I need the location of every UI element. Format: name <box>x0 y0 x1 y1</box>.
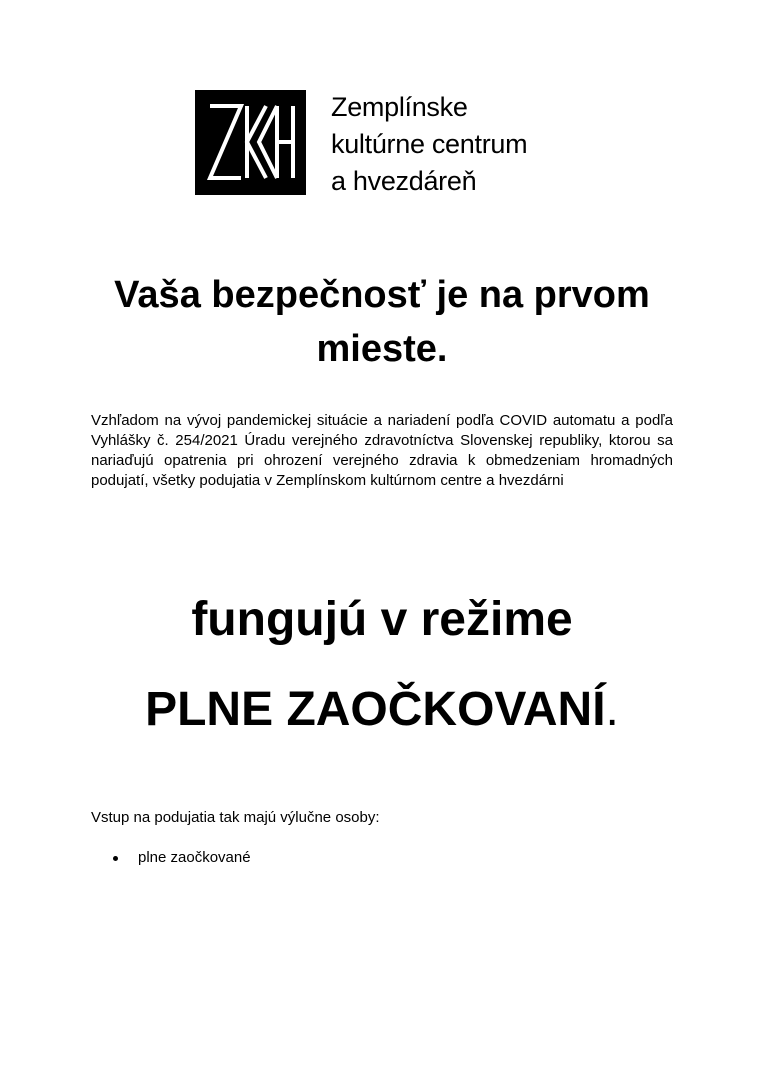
logo-line-3: a hvezdáreň <box>331 166 477 196</box>
logo-line-1: Zemplínske <box>331 92 468 122</box>
vaccinated-text: PLNE ZAOČKOVANÍ <box>145 683 606 736</box>
notice-paragraph: Vzhľadom na vývoj pandemickej situácie a nariadení podľa COVID automatu a podľa Vyhlášky č. 254/2021 Úradu verejného zdravotníctva Slovenskej republiky, ktorou sa nariaďujú opatrenia pri ohrození verejného zdravia k obmedzeniam hromadných podujatí, všetky podujatia v Zemplínskom kultúrnom centre a hvezdárni <box>91 412 673 489</box>
entry-conditions-list <box>91 848 251 868</box>
organization-logo <box>195 90 575 196</box>
logo-line-2: kultúrne centrum <box>331 129 528 159</box>
bullet-icon <box>113 856 118 861</box>
logo-wordmark <box>331 89 527 200</box>
mode-heading: fungujú v režime <box>191 593 573 646</box>
zkkh-logo-mark-icon <box>195 90 306 195</box>
vaccinated-period: . <box>605 683 619 736</box>
list-item-text: plne zaočkované <box>138 849 251 866</box>
entry-conditions-text: Vstup na podujatia tak majú výlučne osoby: <box>91 809 380 826</box>
vaccinated-heading <box>0 675 764 745</box>
page-headline: Vaša bezpečnosť je na prvom mieste. <box>114 274 650 370</box>
list-item <box>91 848 251 868</box>
